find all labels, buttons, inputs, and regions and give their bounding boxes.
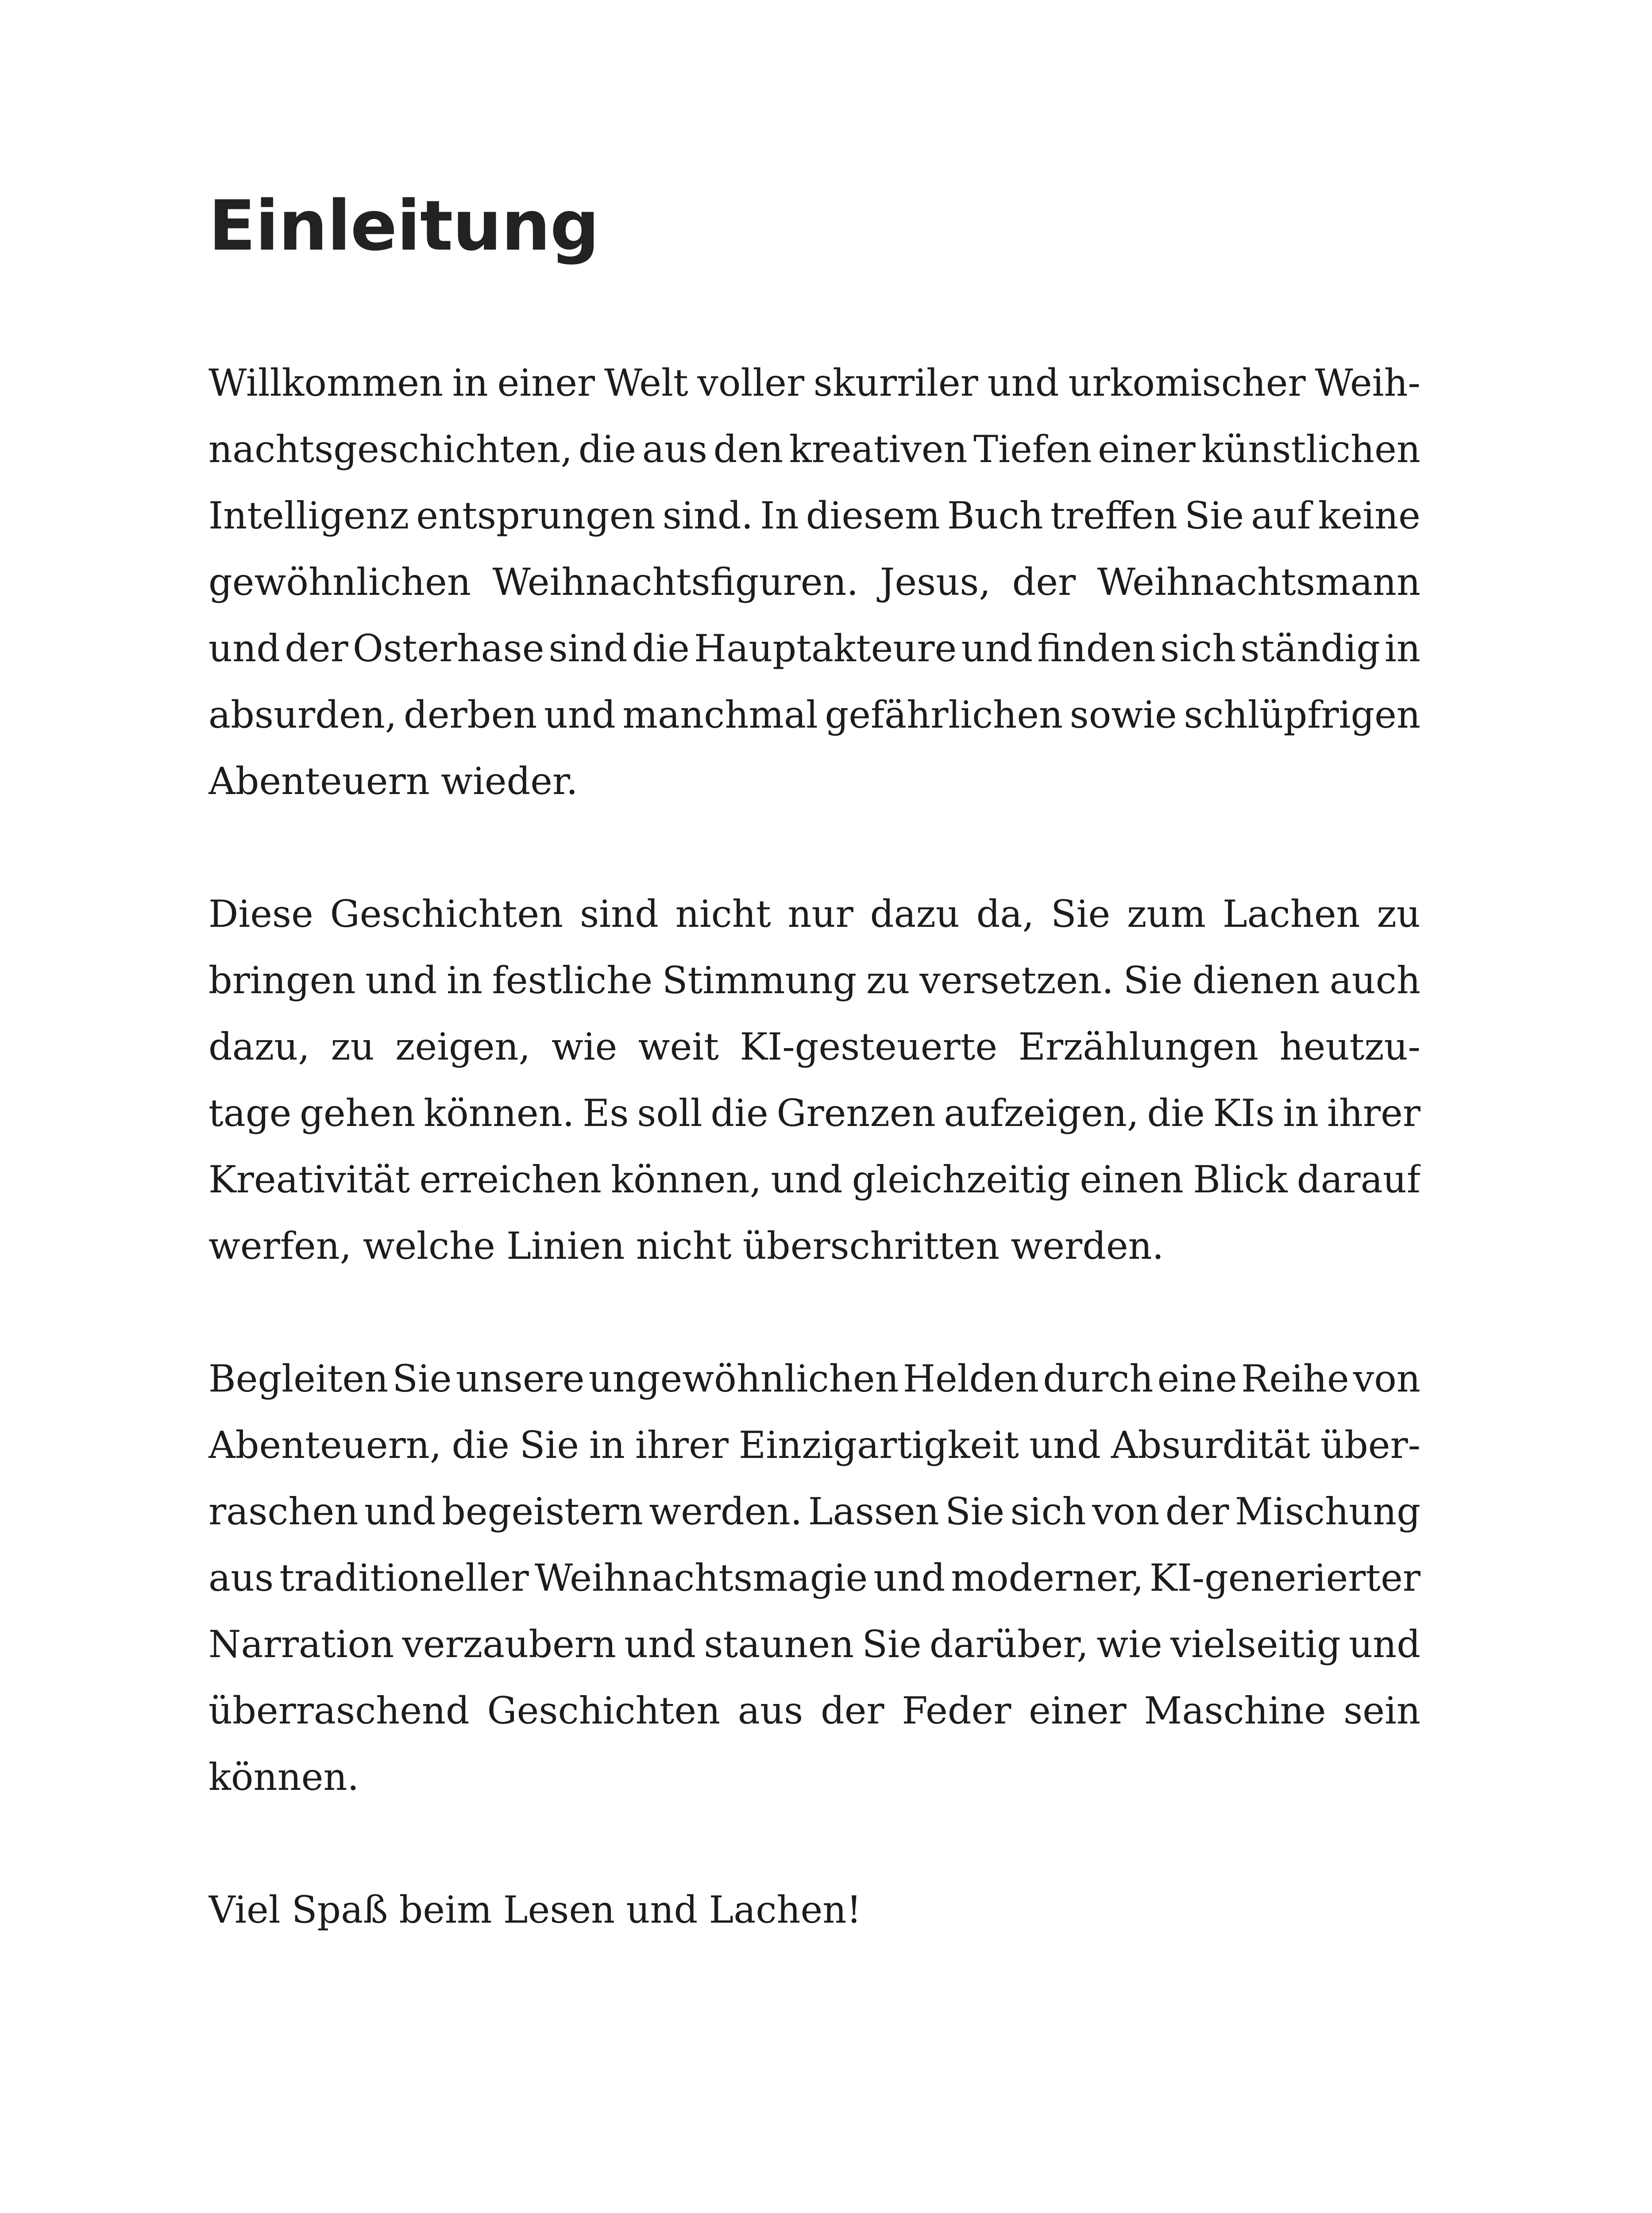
word: begeistern bbox=[442, 1490, 643, 1533]
word: Sie bbox=[392, 1357, 452, 1400]
word: einer bbox=[1098, 428, 1196, 471]
word: die bbox=[452, 1423, 509, 1467]
word: in bbox=[1385, 627, 1420, 670]
word: und bbox=[873, 1556, 946, 1600]
word: und bbox=[365, 959, 437, 1002]
text-line bbox=[208, 615, 1420, 682]
word: die bbox=[632, 627, 690, 670]
word: Erzählungen bbox=[1018, 1025, 1259, 1068]
text-line bbox=[208, 1014, 1420, 1080]
word: sind bbox=[580, 892, 659, 936]
word: gefährlichen bbox=[825, 693, 1063, 736]
word: zu bbox=[331, 1025, 374, 1068]
word: schlüpfrigen bbox=[1184, 693, 1420, 736]
word: da, bbox=[976, 892, 1034, 936]
word: zu bbox=[866, 959, 910, 1002]
text-line bbox=[208, 1478, 1420, 1545]
word: und bbox=[961, 627, 1033, 670]
word: und bbox=[208, 627, 280, 670]
word: festliche bbox=[492, 959, 653, 1002]
word: nicht bbox=[636, 1224, 732, 1268]
word: einen bbox=[1080, 1158, 1184, 1201]
word: eine bbox=[1157, 1357, 1237, 1400]
text-line bbox=[208, 881, 1420, 947]
text-line bbox=[208, 1213, 1420, 1279]
word: sind. bbox=[662, 494, 753, 537]
word: wieder. bbox=[440, 760, 578, 803]
word: traditioneller bbox=[279, 1556, 529, 1600]
word: absurden, bbox=[208, 693, 397, 736]
word: in bbox=[452, 361, 488, 405]
word: zeigen, bbox=[395, 1025, 531, 1068]
word: und bbox=[771, 1158, 843, 1201]
word: sind bbox=[548, 627, 628, 670]
word: dazu, bbox=[208, 1025, 310, 1068]
word: auch bbox=[1329, 959, 1420, 1002]
page-content bbox=[208, 177, 1420, 1943]
word: die bbox=[710, 1091, 768, 1135]
word: versetzen. bbox=[919, 959, 1114, 1002]
word: Absurdität bbox=[1111, 1423, 1310, 1467]
word: Sie bbox=[862, 1623, 922, 1666]
word: soll bbox=[637, 1091, 702, 1135]
word: treffen bbox=[1050, 494, 1177, 537]
word: Sie bbox=[1123, 959, 1183, 1002]
word: Abenteuern, bbox=[208, 1423, 442, 1467]
word: skurriler bbox=[813, 361, 978, 405]
text-line bbox=[208, 1677, 1420, 1744]
word: KIs bbox=[1213, 1091, 1275, 1135]
text-line bbox=[208, 1877, 1420, 1943]
text-line bbox=[208, 416, 1420, 482]
word: gewöhnlichen bbox=[208, 560, 471, 604]
word: heutzu- bbox=[1279, 1025, 1420, 1068]
word: Hauptakteure bbox=[694, 627, 957, 670]
word: Feder bbox=[902, 1689, 1011, 1732]
word: von bbox=[1092, 1490, 1160, 1533]
word: Viel bbox=[208, 1888, 281, 1932]
word: Intelligenz bbox=[208, 494, 409, 537]
word: Sie bbox=[1051, 892, 1111, 936]
word: darauf bbox=[1297, 1158, 1420, 1201]
word: können. bbox=[208, 1755, 359, 1799]
word: Diese bbox=[208, 892, 313, 936]
text-line bbox=[208, 1744, 1420, 1810]
chapter-heading: Einleitung bbox=[208, 185, 599, 266]
word: Blick bbox=[1193, 1158, 1288, 1201]
word: Helden bbox=[903, 1357, 1039, 1400]
word: Sie bbox=[945, 1490, 1005, 1533]
word: können, bbox=[611, 1158, 762, 1201]
word: Jesus, bbox=[880, 560, 991, 604]
word: Linien bbox=[506, 1224, 625, 1268]
word: und bbox=[544, 693, 616, 736]
word: und bbox=[1349, 1623, 1420, 1666]
word: Spaß bbox=[291, 1888, 388, 1932]
word: ihrer bbox=[635, 1423, 729, 1467]
word: KI-generierter bbox=[1149, 1556, 1420, 1600]
word: aus bbox=[642, 428, 708, 471]
word: moderner, bbox=[951, 1556, 1144, 1600]
word: sich bbox=[1160, 627, 1236, 670]
word: über- bbox=[1320, 1423, 1420, 1467]
word: zum bbox=[1127, 892, 1206, 936]
word: Lassen bbox=[808, 1490, 939, 1533]
word: Stimmung bbox=[662, 959, 857, 1002]
word: Willkommen bbox=[208, 361, 444, 405]
word: ihrer bbox=[1327, 1091, 1420, 1135]
word: und bbox=[626, 1888, 698, 1932]
word: in bbox=[447, 959, 482, 1002]
word: einer bbox=[1029, 1689, 1127, 1732]
word: derben bbox=[404, 693, 537, 736]
text-line bbox=[208, 947, 1420, 1014]
word: beim bbox=[399, 1888, 492, 1932]
paragraph-intro bbox=[208, 350, 1420, 814]
word: aufzeigen, bbox=[944, 1091, 1139, 1135]
paragraph-adventures bbox=[208, 1346, 1420, 1810]
word: Lachen! bbox=[709, 1888, 862, 1932]
word: nachtsgeschichten, bbox=[208, 428, 573, 471]
word: Lachen bbox=[1222, 892, 1360, 936]
word: diesem bbox=[806, 494, 940, 537]
text-line bbox=[208, 1346, 1420, 1412]
word: werden. bbox=[649, 1490, 803, 1533]
word: manchmal bbox=[622, 693, 818, 736]
word: vielseitig bbox=[1170, 1623, 1341, 1666]
word: sich bbox=[1010, 1490, 1086, 1533]
word: Einzigartigkeit bbox=[738, 1423, 1019, 1467]
text-line bbox=[208, 482, 1420, 549]
word: Maschine bbox=[1144, 1689, 1326, 1732]
word: werfen, bbox=[208, 1224, 352, 1268]
word: überschritten bbox=[742, 1224, 1000, 1268]
word: Weihnachtsfiguren. bbox=[492, 560, 859, 604]
word: die bbox=[1147, 1091, 1205, 1135]
word: urkomischer bbox=[1068, 361, 1306, 405]
word: Es bbox=[583, 1091, 629, 1135]
paragraph-purpose bbox=[208, 881, 1420, 1279]
text-line bbox=[208, 1545, 1420, 1611]
word: nur bbox=[787, 892, 853, 936]
word: verzaubern bbox=[402, 1623, 616, 1666]
word: Sie bbox=[1184, 494, 1244, 537]
word: aus bbox=[737, 1689, 803, 1732]
text-line bbox=[208, 1611, 1420, 1677]
word: und bbox=[624, 1623, 696, 1666]
text-line bbox=[208, 350, 1420, 416]
word: kreativen bbox=[789, 428, 968, 471]
word: der bbox=[1165, 1490, 1229, 1533]
word: bringen bbox=[208, 959, 356, 1002]
text-line bbox=[208, 1412, 1420, 1478]
word: und bbox=[987, 361, 1059, 405]
word: Weihnachtsmagie bbox=[534, 1556, 868, 1600]
word: ständig bbox=[1240, 627, 1380, 670]
word: in bbox=[589, 1423, 625, 1467]
word: voller bbox=[697, 361, 805, 405]
word: entsprungen bbox=[416, 494, 656, 537]
word: in bbox=[1283, 1091, 1319, 1135]
word: der bbox=[285, 627, 348, 670]
word: auf bbox=[1251, 494, 1311, 537]
word: der bbox=[820, 1689, 884, 1732]
word: darüber, bbox=[929, 1623, 1088, 1666]
word: Welt bbox=[604, 361, 688, 405]
word: gleichzeitig bbox=[852, 1158, 1071, 1201]
word: Buch bbox=[947, 494, 1043, 537]
word: KI-gesteuerte bbox=[740, 1025, 998, 1068]
word: wie bbox=[551, 1025, 618, 1068]
word: gehen bbox=[300, 1091, 416, 1135]
word: welche bbox=[363, 1224, 495, 1268]
word: können. bbox=[424, 1091, 575, 1135]
word: raschen bbox=[208, 1490, 359, 1533]
word: In bbox=[760, 494, 799, 537]
word: Osterhase bbox=[352, 627, 544, 670]
word: der bbox=[1012, 560, 1076, 604]
word: Weihnachtsmann bbox=[1097, 560, 1420, 604]
word: zu bbox=[1377, 892, 1420, 936]
word: und bbox=[1029, 1423, 1101, 1467]
word: Reihe bbox=[1241, 1357, 1349, 1400]
word: den bbox=[713, 428, 784, 471]
word: sein bbox=[1343, 1689, 1420, 1732]
word: aus bbox=[208, 1556, 274, 1600]
word: Narration bbox=[208, 1623, 394, 1666]
word: Kreativität bbox=[208, 1158, 410, 1201]
word: tage bbox=[208, 1091, 292, 1135]
word: keine bbox=[1318, 494, 1420, 537]
word: Mischung bbox=[1235, 1490, 1420, 1533]
word: Weih- bbox=[1315, 361, 1420, 405]
word: werden. bbox=[1011, 1224, 1164, 1268]
word: Geschichten bbox=[330, 892, 564, 936]
word: die bbox=[578, 428, 637, 471]
word: durch bbox=[1043, 1357, 1154, 1400]
word: finden bbox=[1037, 627, 1156, 670]
word: Abenteuern bbox=[208, 760, 430, 803]
word: unsere bbox=[455, 1357, 585, 1400]
word: sowie bbox=[1069, 693, 1177, 736]
word: von bbox=[1353, 1357, 1420, 1400]
word: Tiefen bbox=[973, 428, 1092, 471]
word: weit bbox=[638, 1025, 719, 1068]
paragraph-closing bbox=[208, 1877, 1420, 1943]
word: nicht bbox=[675, 892, 771, 936]
word: einer bbox=[497, 361, 595, 405]
word: und bbox=[364, 1490, 436, 1533]
word: Sie bbox=[519, 1423, 579, 1467]
word: wie bbox=[1096, 1623, 1162, 1666]
word: Lesen bbox=[503, 1888, 615, 1932]
word: staunen bbox=[704, 1623, 854, 1666]
word: Begleiten bbox=[208, 1357, 389, 1400]
word: Geschichten bbox=[487, 1689, 721, 1732]
text-line bbox=[208, 1080, 1420, 1146]
text-line bbox=[208, 1146, 1420, 1213]
word: dienen bbox=[1192, 959, 1320, 1002]
text-line bbox=[208, 682, 1420, 748]
word: künstlichen bbox=[1201, 428, 1420, 471]
word: ungewöhnlichen bbox=[588, 1357, 899, 1400]
text-line bbox=[208, 748, 1420, 814]
body-text bbox=[208, 350, 1420, 1943]
word: überraschend bbox=[208, 1689, 470, 1732]
word: Grenzen bbox=[776, 1091, 936, 1135]
word: dazu bbox=[870, 892, 960, 936]
word: erreichen bbox=[419, 1158, 602, 1201]
text-line bbox=[208, 549, 1420, 615]
